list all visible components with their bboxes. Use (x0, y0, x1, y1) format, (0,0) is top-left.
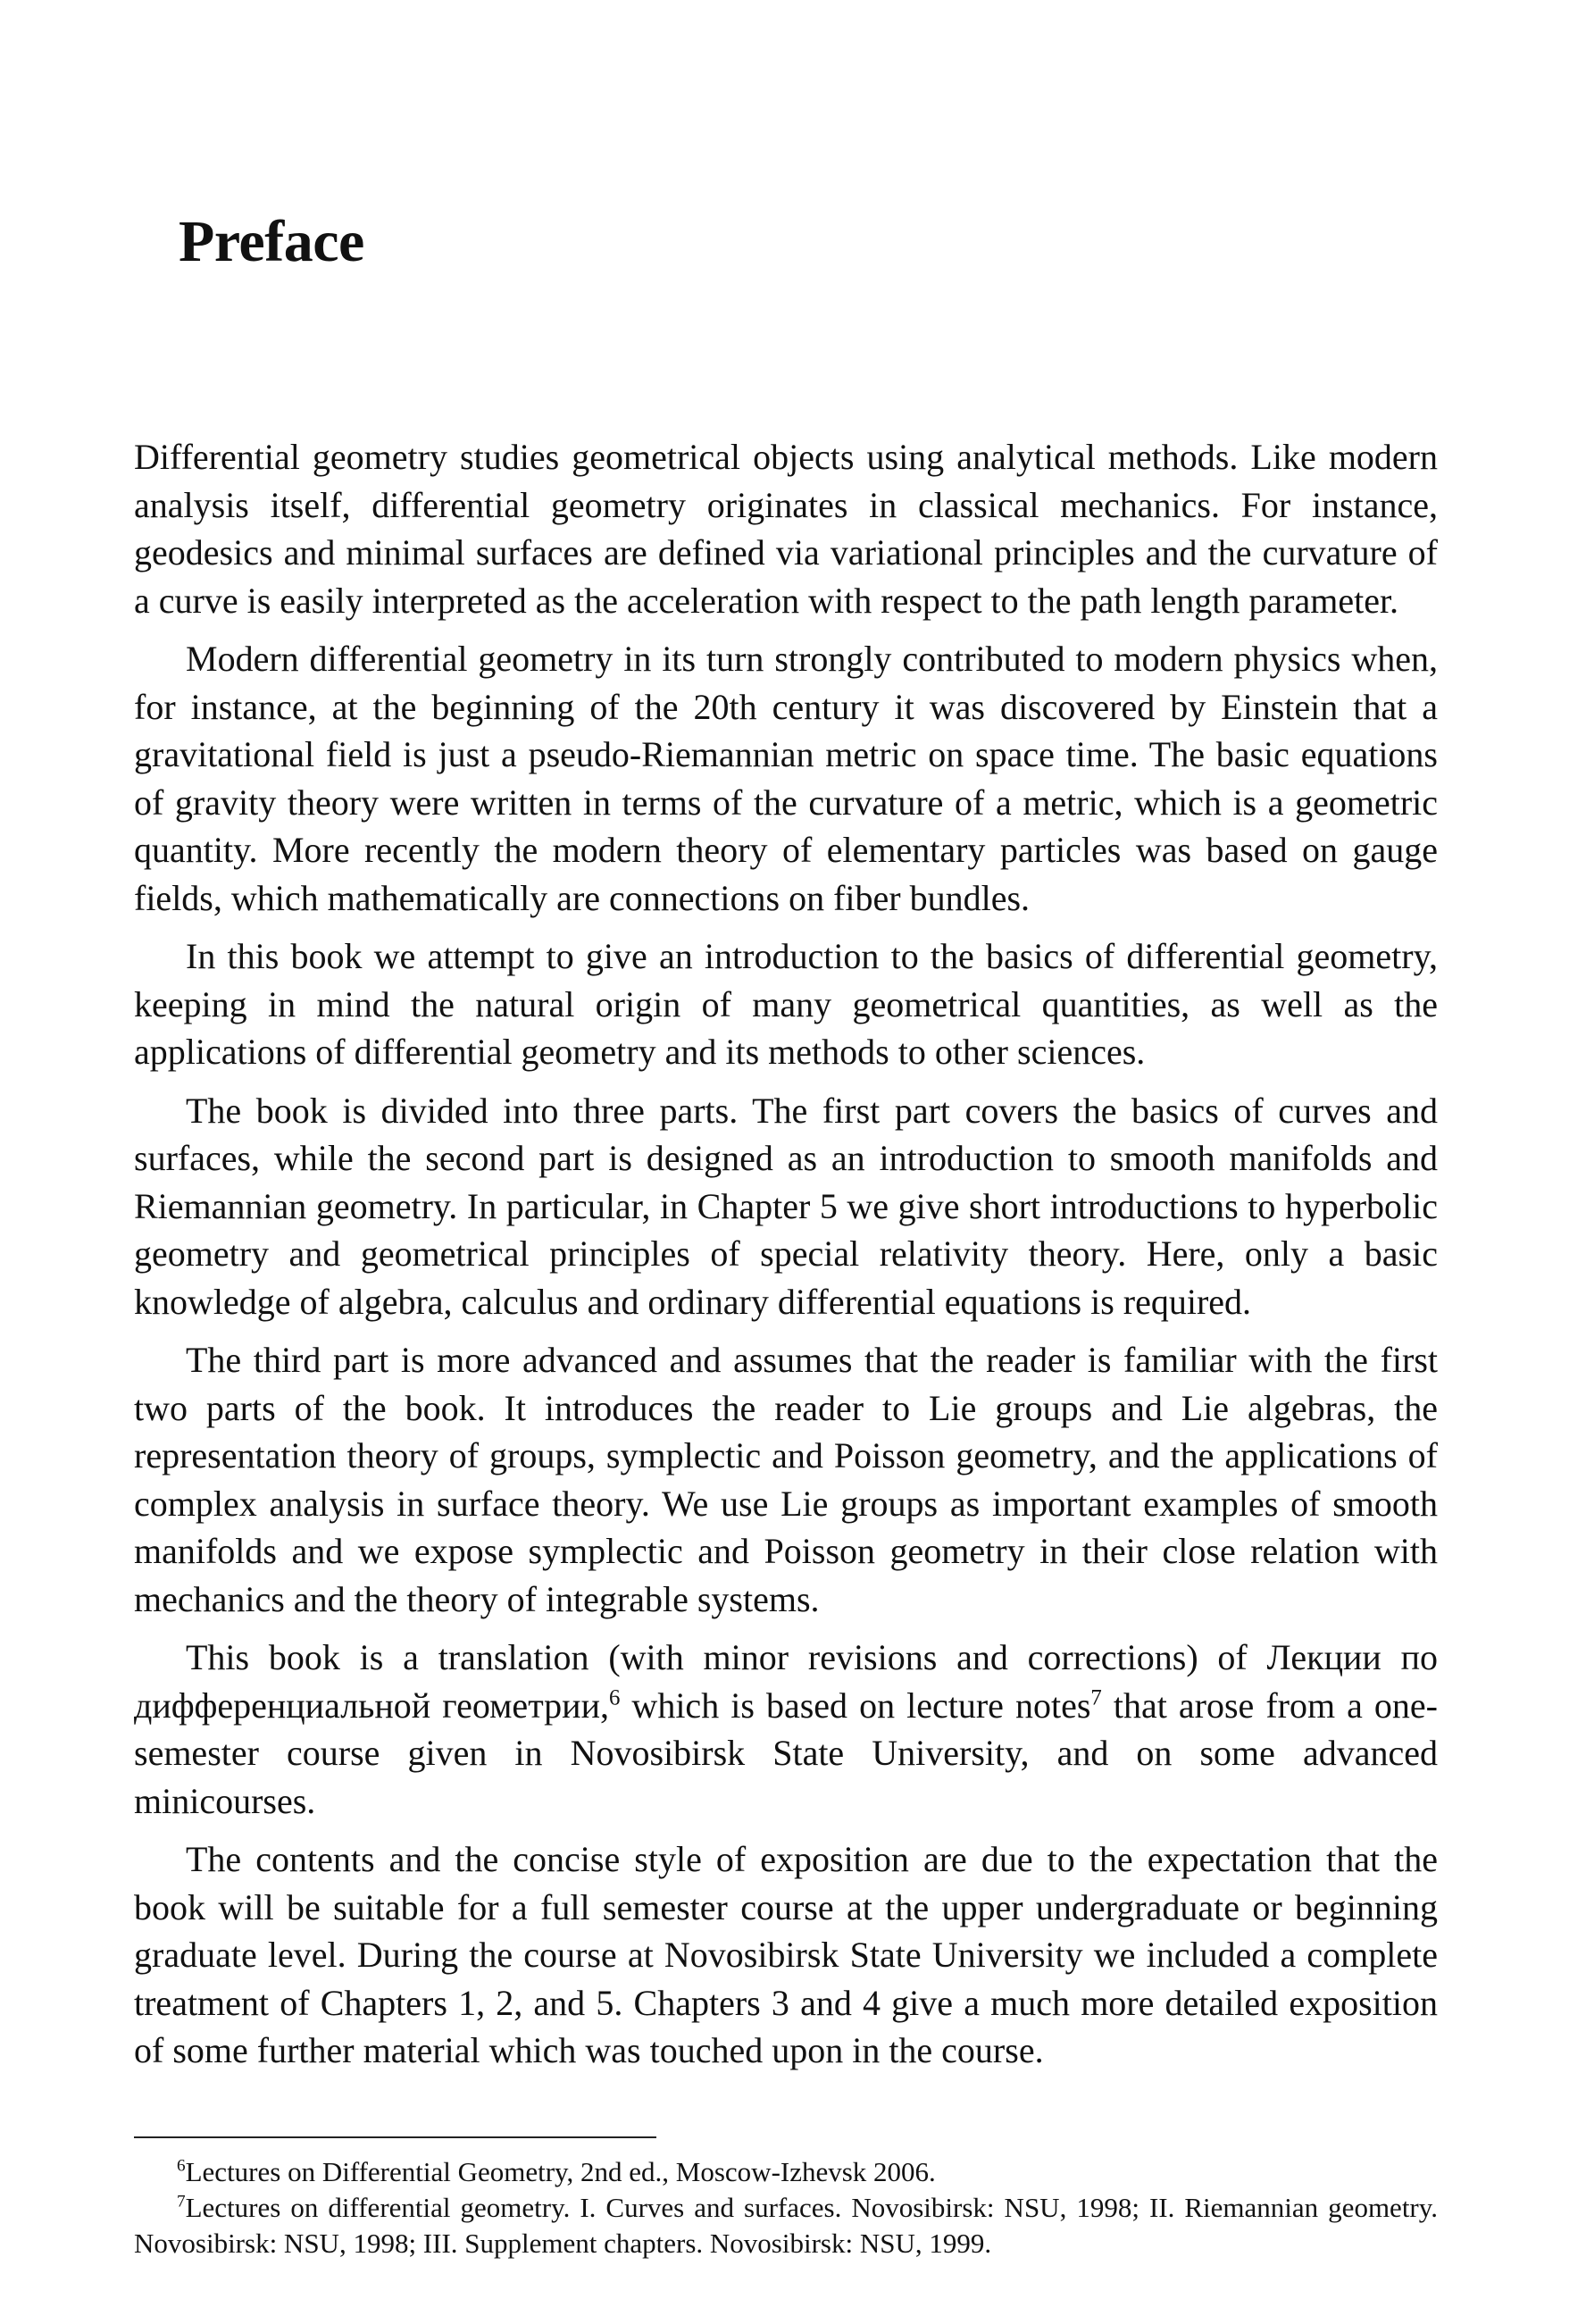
chapter-title: Preface (179, 209, 364, 274)
footnote-mark-6: 6 (177, 2156, 186, 2176)
paragraph-5: The third part is more advanced and assumes that the reader is familiar with the first two parts of the book. It introduces the reader to Lie groups and Lie algebras, the representation theory of groups, symplectic and Poisson geometry, and the applications of complex analysis in surface theory. We use Lie groups as important examples of smooth manifolds and we expose symplectic and Poisson geometry in their close relation with mechanics and the theory of integrable systems. (134, 1340, 1438, 1619)
footnote-7 (134, 2190, 1438, 2261)
paragraph-6-text-c: that arose from a one-semester course given in Novosibirsk State University, and on some advanced minicourses. (134, 1684, 1438, 1821)
paragraph-2: Modern differential geometry in its turn strongly contributed to modern physics when, for instance, at the beginning of the 20th century it was discovered by Einstein that a gravitational field is just a pseudo-Riemannian metric on space time. The basic equations of gravity theory were written in terms of the curvature of a metric, which is a geometric quantity. More recently the modern theory of elementary particles was based on gauge fields, which mathematically are connections on fiber bundles. (134, 639, 1438, 918)
paragraph-1: Differential geometry studies geometrical objects using analytical methods. Like modern analysis itself, differential geometry originates in classical mechanics. For instance, geodesics and minimal surfaces are defined via variational principles and the curvature of a curve is easily interpreted as the acceleration with respect to the path length parameter. (134, 437, 1438, 621)
footnote-divider (134, 2136, 656, 2138)
footnote-ref-7: 7 (1090, 1685, 1102, 1710)
footnote-ref-6: 6 (608, 1685, 621, 1710)
footnote-6 (134, 2154, 1438, 2190)
paragraph-3: In this book we attempt to give an introduction to the basics of differential geometry, keeping in mind the natural origin of many geometrical quantities, as well as the applications of differential geometry and its methods to other sciences. (134, 936, 1438, 1072)
paragraph-7: The contents and the concise style of exposition are due to the expectation that the book will be suitable for a full semester course at the upper undergraduate or beginning graduate level. During the course at Novosibirsk State University we included a complete treatment of Chapters 1, 2, and 5. Chapters 3 and 4 give a much more detailed exposition of some further material which was touched upon in the course. (134, 1839, 1438, 2070)
footnote-6-text: Lectures on Differential Geometry, 2nd ed., Moscow-Izhevsk 2006. (185, 2156, 936, 2187)
footnote-mark-7: 7 (177, 2192, 186, 2211)
paragraph-6 (134, 1634, 1438, 1825)
footnote-7-text: Lectures on differential geometry. I. Curves and surfaces. Novosibirsk: NSU, 1998; II. Riemannian geometry. Novosibirsk: NSU, 1998; III. Supplement chapters. Novosibirsk: NSU, 1999. (134, 2192, 1438, 2259)
preface-body (134, 433, 1438, 2086)
paragraph-6-text-b: which is based on lecture notes (620, 1684, 1091, 1726)
paragraph-4: The book is divided into three parts. The first part covers the basics of curves and surfaces, while the second part is designed as an introduction to smooth manifolds and Riemannian geometry. In particular, in Chapter 5 we give short introductions to hyperbolic geometry and geometrical principles of special relativity theory. Here, only a basic knowledge of algebra, calculus and ordinary differential equations is required. (134, 1090, 1438, 1322)
paragraph-6-text-a: This book is a translation (with minor revisions and corrections) of Лекции по дифференциальной геометрии, (134, 1637, 1438, 1726)
footnotes (134, 2154, 1438, 2261)
